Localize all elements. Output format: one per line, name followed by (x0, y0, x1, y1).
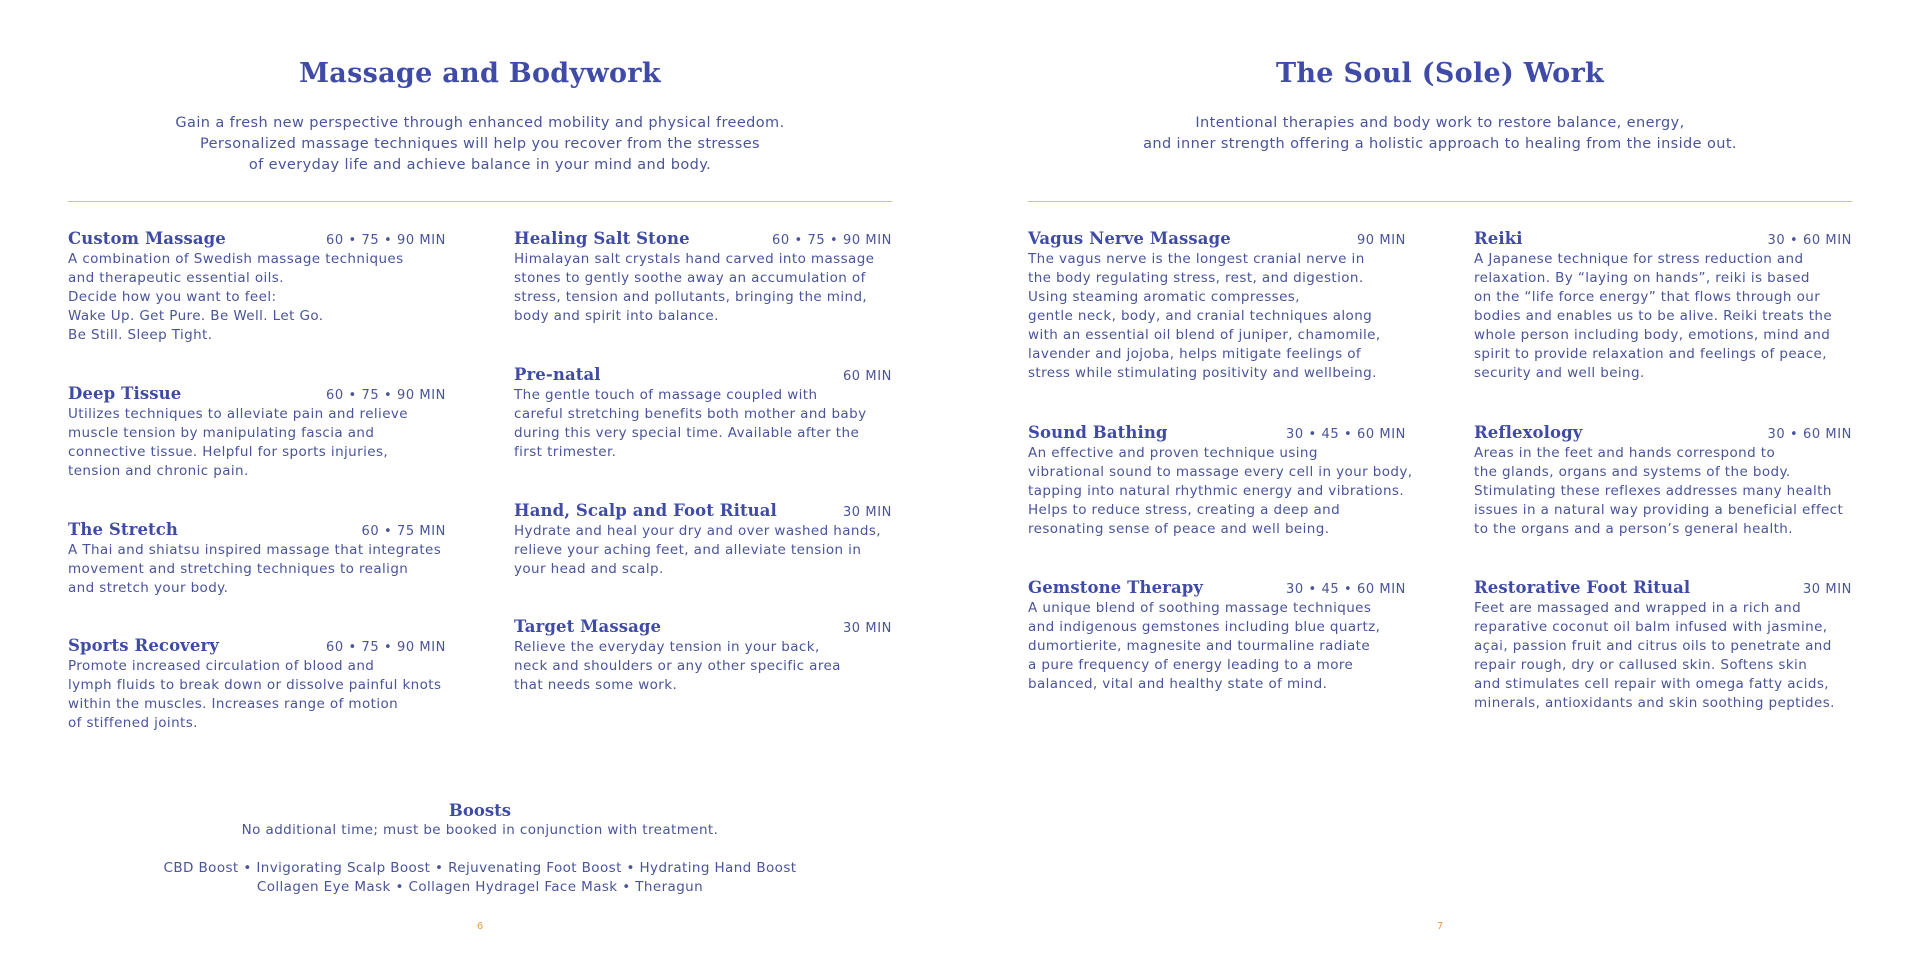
boosts-line: CBD Boost • Invigorating Scalp Boost • Rejuvenating Foot Boost • Hydrating Hand Boost (163, 860, 797, 876)
description-line: Using steaming aromatic compresses, (1028, 289, 1300, 305)
description-line: Hydrate and heal your dry and over washed hands, (514, 523, 881, 539)
boosts-line: Collagen Eye Mask • Collagen Hydragel Face Mask • Theragun (256, 879, 704, 895)
description-line: on the “life force energy” that flows through our (1474, 289, 1821, 305)
description-line: An effective and proven technique using (1028, 445, 1318, 461)
service-name: Target Massage (514, 617, 662, 636)
service-duration: 30 MIN (842, 505, 892, 520)
service-description (1474, 599, 1852, 713)
service-reiki (1474, 229, 1852, 383)
description-line: careful stretching benefits both mother and baby (514, 406, 867, 422)
description-line: relaxation. By “laying on hands”, reiki is based (1474, 270, 1810, 286)
service-sports-recovery (68, 636, 446, 733)
description-line: Helps to reduce stress, creating a deep and (1028, 502, 1341, 518)
page-number: 6 (476, 921, 484, 932)
description-line: A unique blend of soothing massage techniques (1028, 600, 1372, 616)
description-line: spirit to provide relaxation and feelings of peace, (1474, 346, 1827, 362)
description-line: Himalayan salt crystals hand carved into massage (514, 251, 875, 267)
service-duration: 60 • 75 • 90 MIN (326, 640, 446, 655)
boosts-section (0, 800, 960, 897)
intro-text (960, 113, 1920, 155)
service-description (514, 638, 892, 695)
description-line: and stretch your body. (68, 580, 229, 596)
description-line: A Thai and shiatsu inspired massage that integrates (68, 542, 442, 558)
description-line: and stimulates cell repair with omega fatty acids, (1474, 676, 1829, 692)
service-description (514, 250, 892, 326)
service-name: Reiki (1474, 229, 1523, 248)
service-description (514, 522, 892, 579)
service-description (1028, 444, 1413, 539)
service-vagus-nerve-massage (1028, 229, 1406, 383)
description-line: stones to gently soothe away an accumulation of (514, 270, 866, 286)
description-line: and indigenous gemstones including blue quartz, (1028, 619, 1381, 635)
intro-line: of everyday life and achieve balance in your mind and body. (248, 157, 712, 173)
description-line: bodies and enables us to be alive. Reiki treats the (1474, 308, 1833, 324)
description-line: the glands, organs and systems of the body. (1474, 464, 1791, 480)
service-description (1474, 250, 1852, 383)
service-restorative-foot-ritual (1474, 578, 1852, 713)
service-duration: 30 • 60 MIN (1767, 233, 1852, 248)
boosts-note: No additional time; must be booked in conjunction with treatment. (241, 822, 719, 838)
service-name: Gemstone Therapy (1028, 578, 1204, 597)
service-name: Custom Massage (68, 229, 226, 248)
description-line: of stiffened joints. (68, 715, 198, 731)
description-line: connective tissue. Helpful for sports injuries, (68, 444, 389, 460)
description-line: dumortierite, magnesite and tourmaline radiate (1028, 638, 1371, 654)
boosts-list (0, 859, 960, 897)
service-duration: 30 MIN (842, 621, 892, 636)
description-line: relieve your aching feet, and alleviate tension in (514, 542, 862, 558)
service-name: Sound Bathing (1028, 423, 1168, 442)
divider (68, 201, 892, 202)
service-duration: 90 MIN (1356, 233, 1406, 248)
service-target-massage (514, 617, 892, 695)
description-line: Promote increased circulation of blood and (68, 658, 375, 674)
description-line: Stimulating these reflexes addresses many health (1474, 483, 1832, 499)
page-title: The Soul (Sole) Work (1275, 58, 1605, 89)
description-line: The gentle touch of massage coupled with (514, 387, 818, 403)
service-description (1028, 250, 1406, 383)
service-pre-natal (514, 365, 892, 462)
service-description (514, 386, 892, 462)
description-line: Decide how you want to feel: (68, 289, 277, 305)
service-the-stretch (68, 520, 446, 598)
service-duration: 60 • 75 MIN (361, 524, 446, 539)
description-line: Utilizes techniques to alleviate pain and relieve (68, 406, 409, 422)
description-line: Relieve the everyday tension in your back, (514, 639, 820, 655)
description-line: repair rough, dry or callused skin. Softens skin (1474, 657, 1808, 673)
service-name: The Stretch (68, 520, 179, 539)
description-line: to the organs and a person’s general health. (1474, 521, 1793, 537)
service-duration: 60 • 75 • 90 MIN (326, 388, 446, 403)
service-name: Vagus Nerve Massage (1028, 229, 1231, 248)
description-line: gentle neck, body, and cranial techniques along (1028, 308, 1373, 324)
service-duration: 30 • 45 • 60 MIN (1286, 582, 1406, 597)
description-line: açai, passion fruit and citrus oils to penetrate and (1474, 638, 1832, 654)
service-name: Pre-natal (514, 365, 601, 384)
description-line: whole person including body, emotions, mind and (1474, 327, 1831, 343)
service-name: Healing Salt Stone (514, 229, 690, 248)
intro-text (0, 113, 960, 176)
page-title: Massage and Bodywork (299, 58, 661, 89)
description-line: reparative coconut oil balm infused with jasmine, (1474, 619, 1828, 635)
service-description (68, 250, 446, 345)
service-healing-salt-stone (514, 229, 892, 326)
service-deep-tissue (68, 384, 446, 481)
service-duration: 60 • 75 • 90 MIN (326, 233, 446, 248)
intro-line: Intentional therapies and body work to restore balance, energy, (1195, 115, 1685, 131)
description-line: The vagus nerve is the longest cranial nerve in (1028, 251, 1365, 267)
service-duration: 60 MIN (842, 369, 892, 384)
description-line: neck and shoulders or any other specific area (514, 658, 841, 674)
description-line: Feet are massaged and wrapped in a rich and (1474, 600, 1802, 616)
service-description (68, 541, 446, 598)
description-line: Be Still. Sleep Tight. (68, 327, 213, 343)
service-sound-bathing (1028, 423, 1413, 539)
page-right (960, 0, 1920, 960)
description-line: stress, tension and pollutants, bringing the mind, (514, 289, 868, 305)
service-duration: 60 • 75 • 90 MIN (772, 233, 892, 248)
description-line: muscle tension by manipulating fascia and (68, 425, 375, 441)
description-line: a pure frequency of energy leading to a more (1028, 657, 1354, 673)
boosts-title: Boosts (448, 801, 512, 820)
description-line: the body regulating stress, rest, and digestion. (1028, 270, 1364, 286)
service-description (68, 657, 446, 733)
description-line: minerals, antioxidants and skin soothing peptides. (1474, 695, 1835, 711)
service-description (1474, 444, 1852, 539)
description-line: balanced, vital and healthy state of mind. (1028, 676, 1328, 692)
service-duration: 30 • 60 MIN (1767, 427, 1852, 442)
description-line: your head and scalp. (514, 561, 664, 577)
intro-line: Personalized massage techniques will help you recover from the stresses (199, 136, 760, 152)
description-line: that needs some work. (514, 677, 678, 693)
service-name: Hand, Scalp and Foot Ritual (514, 501, 777, 520)
service-custom-massage (68, 229, 446, 345)
service-name: Reflexology (1474, 423, 1583, 442)
service-duration: 30 • 45 • 60 MIN (1286, 427, 1406, 442)
description-line: lavender and jojoba, helps mitigate feelings of (1028, 346, 1362, 362)
intro-line: Gain a fresh new perspective through enhanced mobility and physical freedom. (175, 115, 785, 131)
divider (1028, 201, 1852, 202)
service-name: Sports Recovery (68, 636, 219, 655)
intro-line: and inner strength offering a holistic approach to healing from the inside out. (1143, 136, 1737, 152)
description-line: Wake Up. Get Pure. Be Well. Let Go. (68, 308, 324, 324)
service-hand-scalp-foot-ritual (514, 501, 892, 579)
page-number: 7 (1436, 921, 1444, 932)
description-line: and therapeutic essential oils. (68, 270, 284, 286)
description-line: security and well being. (1474, 365, 1645, 381)
description-line: issues in a natural way providing a beneficial effect (1474, 502, 1844, 518)
description-line: tension and chronic pain. (68, 463, 249, 479)
service-description (68, 405, 446, 481)
description-line: body and spirit into balance. (514, 308, 719, 324)
description-line: movement and stretching techniques to realign (68, 561, 409, 577)
description-line: during this very special time. Available after the (514, 425, 860, 441)
description-line: vibrational sound to massage every cell in your body, (1028, 464, 1413, 480)
description-line: A Japanese technique for stress reduction and (1474, 251, 1804, 267)
description-line: stress while stimulating positivity and wellbeing. (1028, 365, 1377, 381)
service-gemstone-therapy (1028, 578, 1406, 694)
description-line: lymph fluids to break down or dissolve painful knots (68, 677, 442, 693)
description-line: resonating sense of peace and well being. (1028, 521, 1330, 537)
description-line: tapping into natural rhythmic energy and vibrations. (1028, 483, 1405, 499)
description-line: within the muscles. Increases range of motion (68, 696, 399, 712)
service-name: Restorative Foot Ritual (1474, 578, 1691, 597)
description-line: A combination of Swedish massage techniques (68, 251, 404, 267)
service-description (1028, 599, 1406, 694)
service-name: Deep Tissue (68, 384, 182, 403)
service-duration: 30 MIN (1802, 582, 1852, 597)
description-line: first trimester. (514, 444, 617, 460)
service-reflexology (1474, 423, 1852, 539)
description-line: with an essential oil blend of juniper, chamomile, (1028, 327, 1381, 343)
description-line: Areas in the feet and hands correspond to (1474, 445, 1776, 461)
